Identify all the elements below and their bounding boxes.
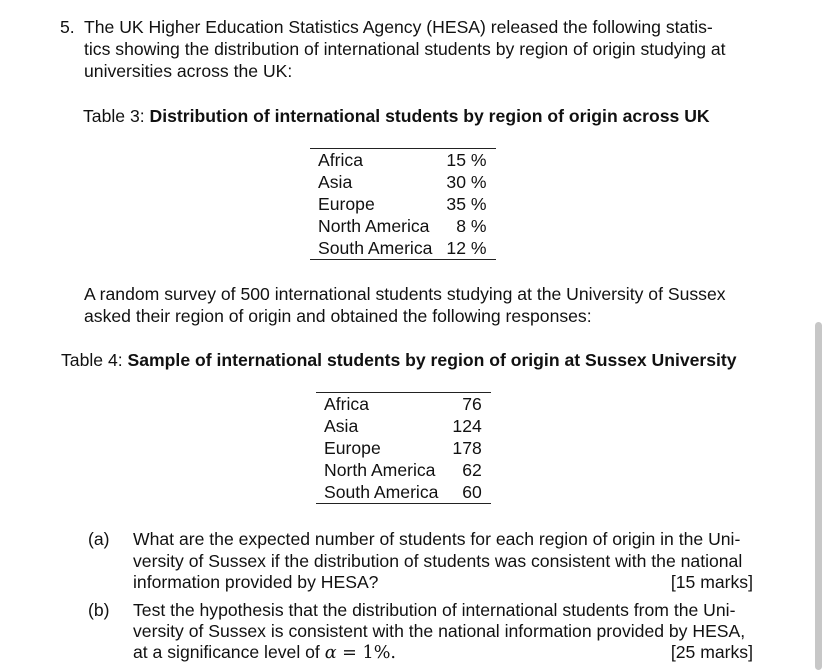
table4-caption — [61, 349, 737, 371]
table-row — [310, 237, 496, 260]
intro-line-2: tics showing the distribution of international students by region of origin studying at — [84, 39, 726, 59]
table-row — [316, 415, 491, 437]
region-cell: Europe — [324, 438, 381, 458]
region-cell: Africa — [324, 394, 369, 414]
region-cell: North America — [318, 216, 430, 236]
value-cell: 178 — [452, 438, 482, 458]
vertical-scrollbar[interactable] — [815, 322, 822, 670]
intro-line-1: The UK Higher Education Statistics Agency (HESA) released the following statis- — [84, 17, 713, 37]
value-cell: 76 — [462, 394, 482, 414]
alpha-value: = 1%. — [336, 643, 397, 663]
table3-caption — [83, 105, 710, 127]
survey-line-2: asked their region of origin and obtained the following responses: — [84, 306, 592, 326]
table4-label: Table 4: — [61, 350, 123, 370]
table-row — [310, 149, 496, 172]
region-cell: North America — [324, 460, 436, 480]
table4-title: Sample of international students by region of origin at Sussex University — [127, 350, 737, 370]
part-b-line-3 — [133, 641, 753, 663]
table-row — [316, 481, 491, 504]
value-cell: 62 — [462, 460, 482, 480]
table-row — [316, 393, 491, 416]
alpha-symbol: α — [324, 643, 337, 663]
table-row — [310, 171, 496, 193]
region-cell: South America — [324, 482, 439, 502]
value-cell: 124 — [452, 416, 482, 436]
survey-line-1: A random survey of 500 international students studying at the University of Sussex — [84, 284, 726, 304]
part-b-marks: [25 marks] — [670, 642, 753, 662]
region-cell: Africa — [318, 150, 363, 170]
region-cell: Europe — [318, 194, 375, 214]
part-b-line-2: versity of Sussex is consistent with the national information provided by HESA, — [133, 621, 746, 641]
part-a-line-3-text: information provided by HESA? — [133, 572, 379, 592]
table3-label: Table 3: — [83, 106, 145, 126]
region-cell: Asia — [318, 172, 353, 192]
intro-line-3: universities across the UK: — [84, 61, 293, 81]
part-b-label: (b) — [88, 600, 110, 620]
value-cell: 8 % — [456, 216, 487, 236]
value-cell: 12 % — [446, 238, 487, 258]
table-row — [310, 193, 496, 215]
table3-title: Distribution of international students by region of origin across UK — [149, 106, 710, 126]
part-a-line-1: What are the expected number of students for each region of origin in the Uni- — [133, 529, 741, 549]
table3 — [310, 148, 496, 260]
region-cell: Asia — [324, 416, 359, 436]
part-a-line-2: versity of Sussex if the distribution of students was consistent with the national — [133, 551, 743, 571]
part-a-label: (a) — [88, 529, 110, 549]
question-number: 5. — [60, 17, 75, 37]
part-a-line-3 — [133, 571, 753, 593]
part-b-line-3-text: at a significance level of — [133, 642, 325, 662]
table-row — [316, 459, 491, 481]
table4 — [316, 392, 491, 504]
table-row — [310, 215, 496, 237]
value-cell: 30 % — [446, 172, 487, 192]
value-cell: 60 — [462, 482, 482, 502]
value-cell: 15 % — [446, 150, 487, 170]
part-a-marks: [15 marks] — [670, 572, 753, 592]
part-b-line-1: Test the hypothesis that the distribution of international students from the Uni- — [133, 600, 736, 620]
table-row — [316, 437, 491, 459]
value-cell: 35 % — [446, 194, 487, 214]
region-cell: South America — [318, 238, 433, 258]
